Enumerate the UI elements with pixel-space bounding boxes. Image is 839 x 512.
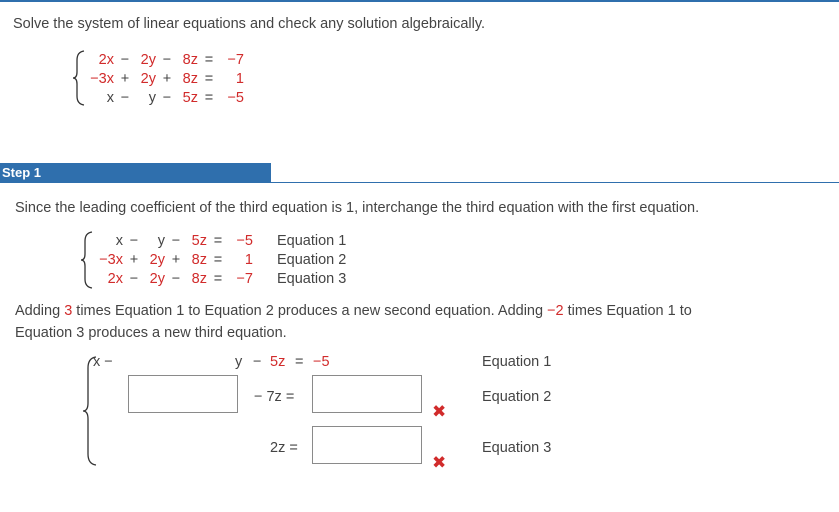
left-brace-icon — [80, 231, 94, 289]
adding-coefficient-2: −2 — [547, 303, 564, 319]
new-eq1-op: − — [253, 354, 262, 370]
incorrect-x-icon: ✖ — [432, 402, 447, 421]
system-row: 2x − 2y − 8z = −7 — [98, 52, 244, 68]
system-row: −3x + 2y + 8z = 1 Equation 2 — [99, 252, 347, 268]
new-eq1-label: Equation 1 — [482, 354, 552, 370]
step-header-rule — [271, 182, 839, 183]
new-eq1-z: 5z — [270, 354, 286, 370]
system-row: x − y − 5z = −5 — [106, 90, 244, 106]
left-brace-icon — [72, 50, 86, 106]
original-system — [88, 51, 244, 108]
top-rule — [0, 0, 839, 2]
problem-instruction: Solve the system of linear equations and check any solution algebraically. — [13, 16, 486, 32]
step-explanation: Since the leading coefficient of the third equation is 1, interchange the third equation with the first equation. — [15, 200, 700, 216]
new-eq1-x: x − — [93, 354, 113, 370]
adding-coefficient-1: 3 — [64, 303, 73, 319]
new-eq1-rhs: −5 — [313, 354, 330, 370]
system-row: x − y − 5z = −5 Equation 1 — [115, 233, 347, 249]
left-brace-icon — [82, 356, 98, 466]
adding-explanation-line1: Adding 3 times Equation 1 to Equation 2 produces a new second equation. Adding −2 times Equation 1 to — [15, 303, 692, 319]
system-row: 2x − 2y − 8z = −7 Equation 3 — [107, 271, 347, 287]
eq3-rhs-input[interactable] — [312, 426, 422, 464]
new-eq3-middle: 2z = — [270, 440, 298, 456]
new-eq2-middle: − 7z = — [254, 389, 295, 405]
eq2-rhs-input[interactable] — [312, 375, 422, 413]
new-eq1-equals: = — [295, 354, 304, 370]
incorrect-x-icon: ✖ — [432, 453, 447, 472]
new-eq1-y: y — [235, 354, 243, 370]
eq2-y-coefficient-input[interactable] — [128, 375, 238, 413]
step-header: Step 1 — [0, 163, 271, 183]
adding-explanation-line2: Equation 3 produces a new third equation. — [15, 325, 287, 341]
reordered-system — [94, 232, 377, 289]
new-eq3-label: Equation 3 — [482, 440, 552, 456]
new-eq2-label: Equation 2 — [482, 389, 552, 405]
system-row: −3x + 2y + 8z = 1 — [90, 71, 244, 87]
